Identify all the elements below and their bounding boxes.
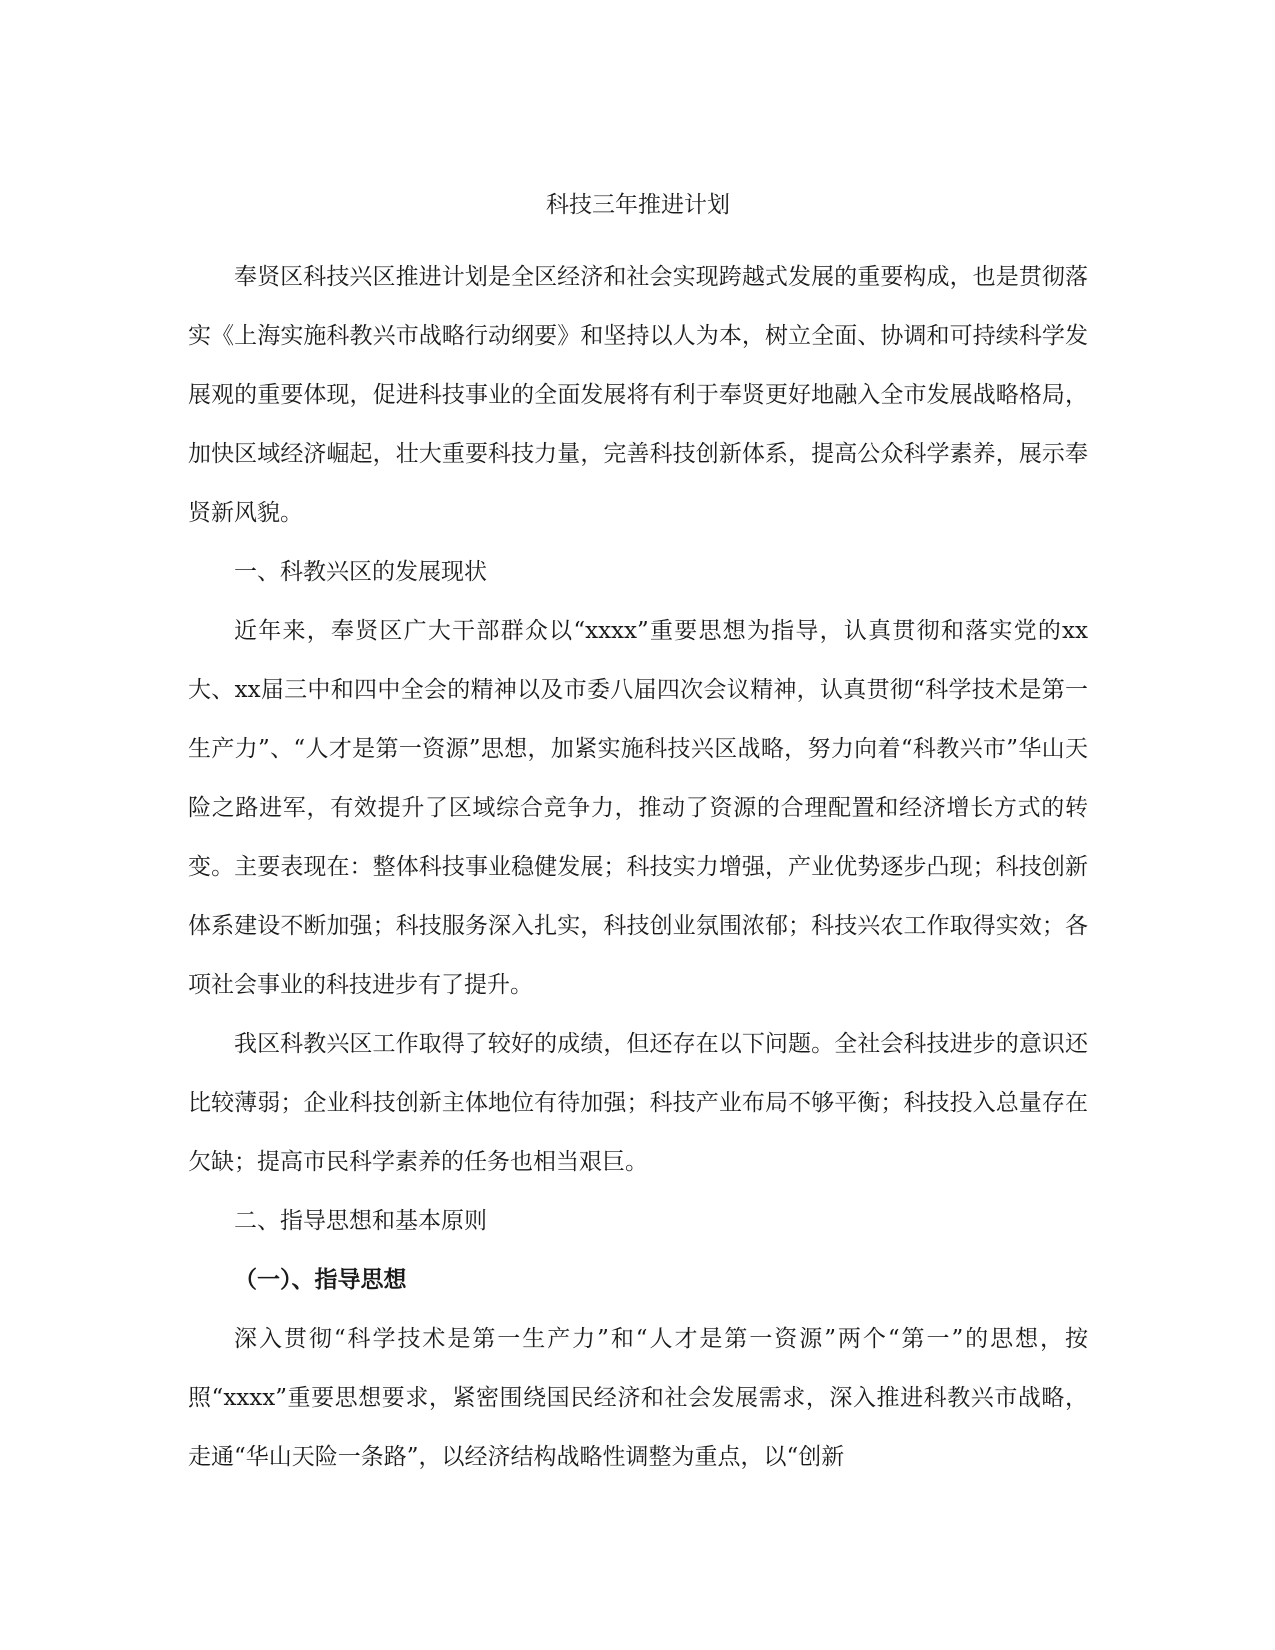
intro-paragraph: 奉贤区科技兴区推进计划是全区经济和社会实现跨越式发展的重要构成，也是贯彻落实《上海实施科教兴市战略行动纲要》和坚持以人为本，树立全面、协调和可持续科学发展观的重要体现，促进科技事业的全面发展将有利于奉贤更好地融入全市发展战略格局，加快区域经济崛起，壮大重要科技力量，完善科技创新体系，提高公众科学素养，展示奉贤新风貌。 (188, 264, 1088, 526)
document-title: 科技三年推进计划 (546, 192, 730, 218)
section-2-heading: 二、指导思想和基本原则 (234, 1208, 487, 1234)
section-1-heading: 一、科教兴区的发展现状 (234, 559, 487, 585)
section-2-subheading-guiding-thought: （一）、指导思想 (234, 1267, 407, 1293)
document-page (188, 188, 1088, 1487)
section-1-paragraph-1: 近年来，奉贤区广大干部群众以“xxxx”重要思想为指导，认真贯彻和落实党的xx大、xx届三中和四中全会的精神以及市委八届四次会议精神，认真贯彻“科学技术是第一生产力”、“人才是第一资源”思想，加紧实施科技兴区战略，努力向着“科教兴市”华山天险之路进军，有效提升了区域综合竞争力，推动了资源的合理配置和经济增长方式的转变。主要表现在：整体科技事业稳健发展；科技实力增强，产业优势逐步凸现；科技创新体系建设不断加强；科技服务深入扎实，科技创业氛围浓郁；科技兴农工作取得实效；各项社会事业的科技进步有了提升。 (188, 618, 1088, 998)
section-2-guiding-thought-paragraph: 深入贯彻“科学技术是第一生产力”和“人才是第一资源”两个“第一”的思想，按照“xxxx”重要思想要求，紧密围绕国民经济和社会发展需求，深入推进科教兴市战略，走通“华山天险一条路”，以经济结构战略性调整为重点，以“创新 (188, 1326, 1088, 1470)
section-1-paragraph-2: 我区科教兴区工作取得了较好的成绩，但还存在以下问题。全社会科技进步的意识还比较薄弱；企业科技创新主体地位有待加强；科技产业布局不够平衡；科技投入总量存在欠缺；提高市民科学素养的任务也相当艰巨。 (188, 1031, 1088, 1175)
